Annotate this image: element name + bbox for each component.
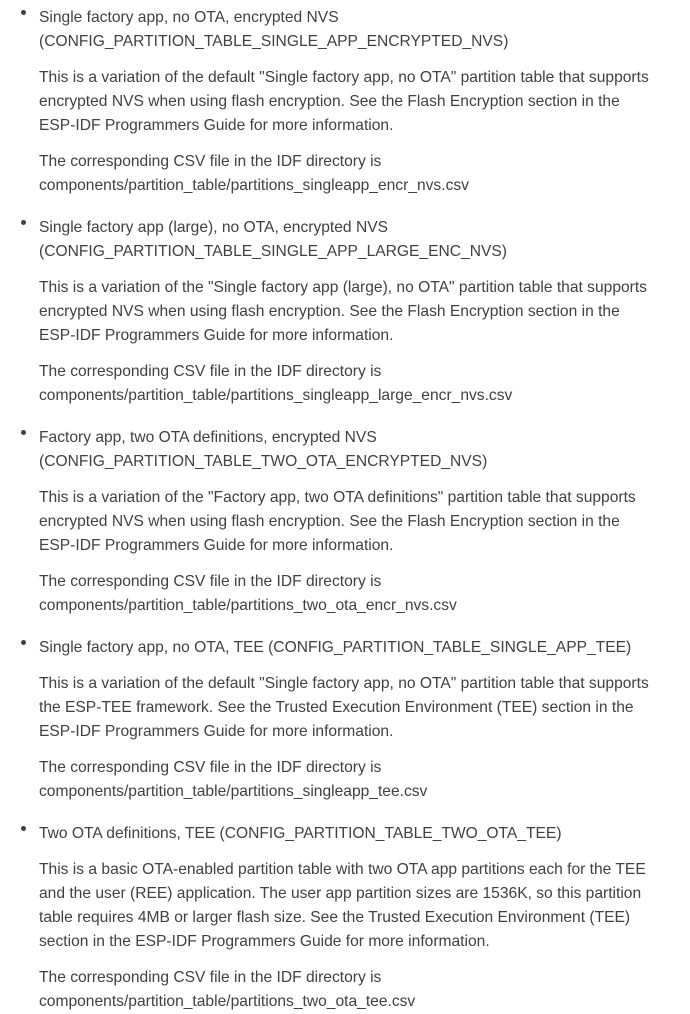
description-line: the ESP-TEE framework. See the Trusted Execution Environment (TEE) section in the xyxy=(39,699,634,716)
list-item xyxy=(0,210,690,408)
item-description xyxy=(39,486,680,558)
item-title-text: Two OTA definitions, TEE (CONFIG_PARTITION_TABLE_TWO_OTA_TEE) xyxy=(39,825,562,842)
description-line: ESP-IDF Programmers Guide for more information. xyxy=(39,723,394,740)
item-title xyxy=(39,420,680,474)
item-title xyxy=(39,0,680,54)
description-line: encrypted NVS when using flash encryption. See the Flash Encryption section in the xyxy=(39,303,620,320)
description-line: ESP-IDF Programmers Guide for more information. xyxy=(39,537,394,554)
item-title-text: Factory app, two OTA definitions, encrypted NVS xyxy=(39,429,377,446)
item-description xyxy=(39,276,680,348)
item-title xyxy=(39,210,680,264)
csv-label: The corresponding CSV file in the IDF directory is xyxy=(39,153,382,170)
list-item xyxy=(0,0,690,198)
item-csv-info xyxy=(39,966,680,1014)
item-config: (CONFIG_PARTITION_TABLE_SINGLE_APP_LARGE_ENC_NVS) xyxy=(39,243,507,260)
description-line: section in the ESP-IDF Programmers Guide for more information. xyxy=(39,933,490,950)
item-title-text: Single factory app, no OTA, encrypted NVS xyxy=(39,9,339,26)
item-title xyxy=(39,630,680,660)
description-line: encrypted NVS when using flash encryption. See the Flash Encryption section in the xyxy=(39,513,620,530)
item-title-text: Single factory app (large), no OTA, encrypted NVS xyxy=(39,219,389,236)
description-line: ESP-IDF Programmers Guide for more information. xyxy=(39,117,394,134)
list-item xyxy=(0,420,690,618)
item-description xyxy=(39,66,680,138)
bullet-icon xyxy=(21,826,26,831)
csv-label: The corresponding CSV file in the IDF directory is xyxy=(39,363,382,380)
description-line: This is a variation of the "Single factory app (large), no OTA" partition table that supports xyxy=(39,279,647,296)
item-csv-info xyxy=(39,570,680,618)
csv-label: The corresponding CSV file in the IDF directory is xyxy=(39,759,382,776)
csv-path: components/partition_table/partitions_singleapp_tee.csv xyxy=(39,783,428,800)
description-line: This is a variation of the default "Single factory app, no OTA" partition table that supports xyxy=(39,675,649,692)
bullet-icon xyxy=(21,640,26,645)
csv-label: The corresponding CSV file in the IDF directory is xyxy=(39,969,382,986)
list-item xyxy=(0,816,690,1014)
list-item xyxy=(0,630,690,804)
item-csv-info xyxy=(39,150,680,198)
item-description xyxy=(39,672,680,744)
csv-path: components/partition_table/partitions_singleapp_large_encr_nvs.csv xyxy=(39,387,513,404)
description-line: This is a variation of the "Factory app, two OTA definitions" partition table that supports xyxy=(39,489,636,506)
csv-path: components/partition_table/partitions_singleapp_encr_nvs.csv xyxy=(39,177,469,194)
item-csv-info xyxy=(39,360,680,408)
csv-path: components/partition_table/partitions_two_ota_encr_nvs.csv xyxy=(39,597,457,614)
item-config: (CONFIG_PARTITION_TABLE_TWO_OTA_ENCRYPTED_NVS) xyxy=(39,453,488,470)
description-line: ESP-IDF Programmers Guide for more information. xyxy=(39,327,394,344)
description-line: This is a basic OTA-enabled partition table with two OTA app partitions each for the TEE xyxy=(39,861,646,878)
csv-path: components/partition_table/partitions_two_ota_tee.csv xyxy=(39,993,416,1010)
description-line: This is a variation of the default "Single factory app, no OTA" partition table that supports xyxy=(39,69,649,86)
item-csv-info xyxy=(39,756,680,804)
bullet-icon xyxy=(21,220,26,225)
bullet-icon xyxy=(21,10,26,15)
item-title-text: Single factory app, no OTA, TEE (CONFIG_PARTITION_TABLE_SINGLE_APP_TEE) xyxy=(39,639,632,656)
bullet-icon xyxy=(21,430,26,435)
description-line: and the user (REE) application. The user app partition sizes are 1536K, so this partition xyxy=(39,885,642,902)
item-title xyxy=(39,816,680,846)
item-config: (CONFIG_PARTITION_TABLE_SINGLE_APP_ENCRYPTED_NVS) xyxy=(39,33,509,50)
csv-label: The corresponding CSV file in the IDF directory is xyxy=(39,573,382,590)
item-description xyxy=(39,858,680,954)
description-line: encrypted NVS when using flash encryption. See the Flash Encryption section in the xyxy=(39,93,620,110)
description-line: table requires 4MB or larger flash size. See the Trusted Execution Environment (TEE) xyxy=(39,909,631,926)
